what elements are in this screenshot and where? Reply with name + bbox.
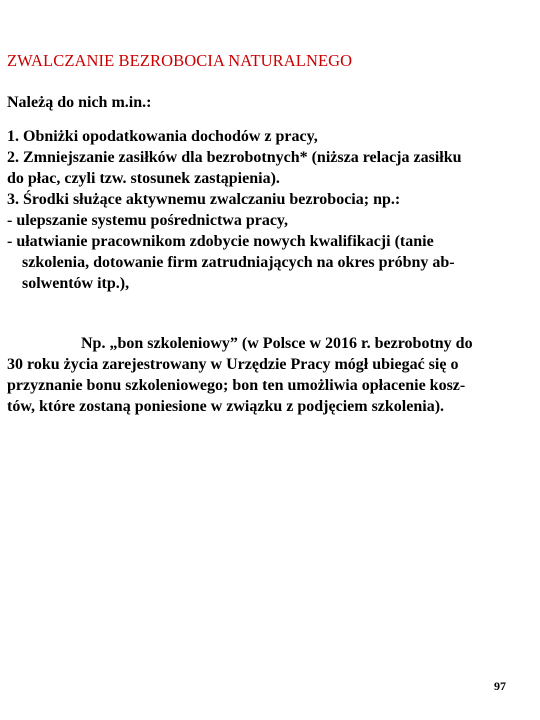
list-line-4: 3. Środki służące aktywnemu zwalczaniu bezrobocia; np.: bbox=[7, 191, 401, 208]
list-line-2: 2. Zmniejszanie zasiłków dla bezrobotnych* (niższa relacja zasiłku bbox=[7, 149, 462, 166]
example-line-3: przyznanie bonu szkoleniowego; bon ten umożliwia opłacenie kosz- bbox=[7, 377, 466, 394]
list-line-3: do płac, czyli tzw. stosunek zastąpienia). bbox=[7, 170, 280, 187]
list-line-8: solwentów itp.), bbox=[22, 275, 130, 292]
example-line-1: Np. „bon szkoleniowy” (w Polsce w 2016 r. bezrobotny do bbox=[81, 335, 473, 352]
list-line-7: szkolenia, dotowanie firm zatrudniających na okres próbny ab- bbox=[22, 254, 455, 271]
example-paragraph bbox=[7, 333, 532, 417]
example-line-2: 30 roku życia zarejestrowany w Urzędzie Pracy mógł ubiegać się o bbox=[7, 356, 459, 373]
intro-text: Należą do nich m.in.: bbox=[7, 94, 152, 111]
list-line-6: - ułatwianie pracownikom zdobycie nowych kwalifikacji (tanie bbox=[7, 233, 434, 250]
list-line-1: 1. Obniżki opodatkowania dochodów z pracy, bbox=[7, 128, 318, 145]
example-line-4: tów, które zostaną poniesione w związku z podjęciem szkolenia). bbox=[7, 398, 445, 415]
list-line-5: - ulepszanie systemu pośrednictwa pracy, bbox=[7, 212, 289, 229]
slide-title: ZWALCZANIE BEZROBOCIA NATURALNEGO bbox=[7, 51, 353, 70]
measures-list bbox=[7, 126, 532, 294]
page-number: 97 bbox=[494, 679, 506, 693]
